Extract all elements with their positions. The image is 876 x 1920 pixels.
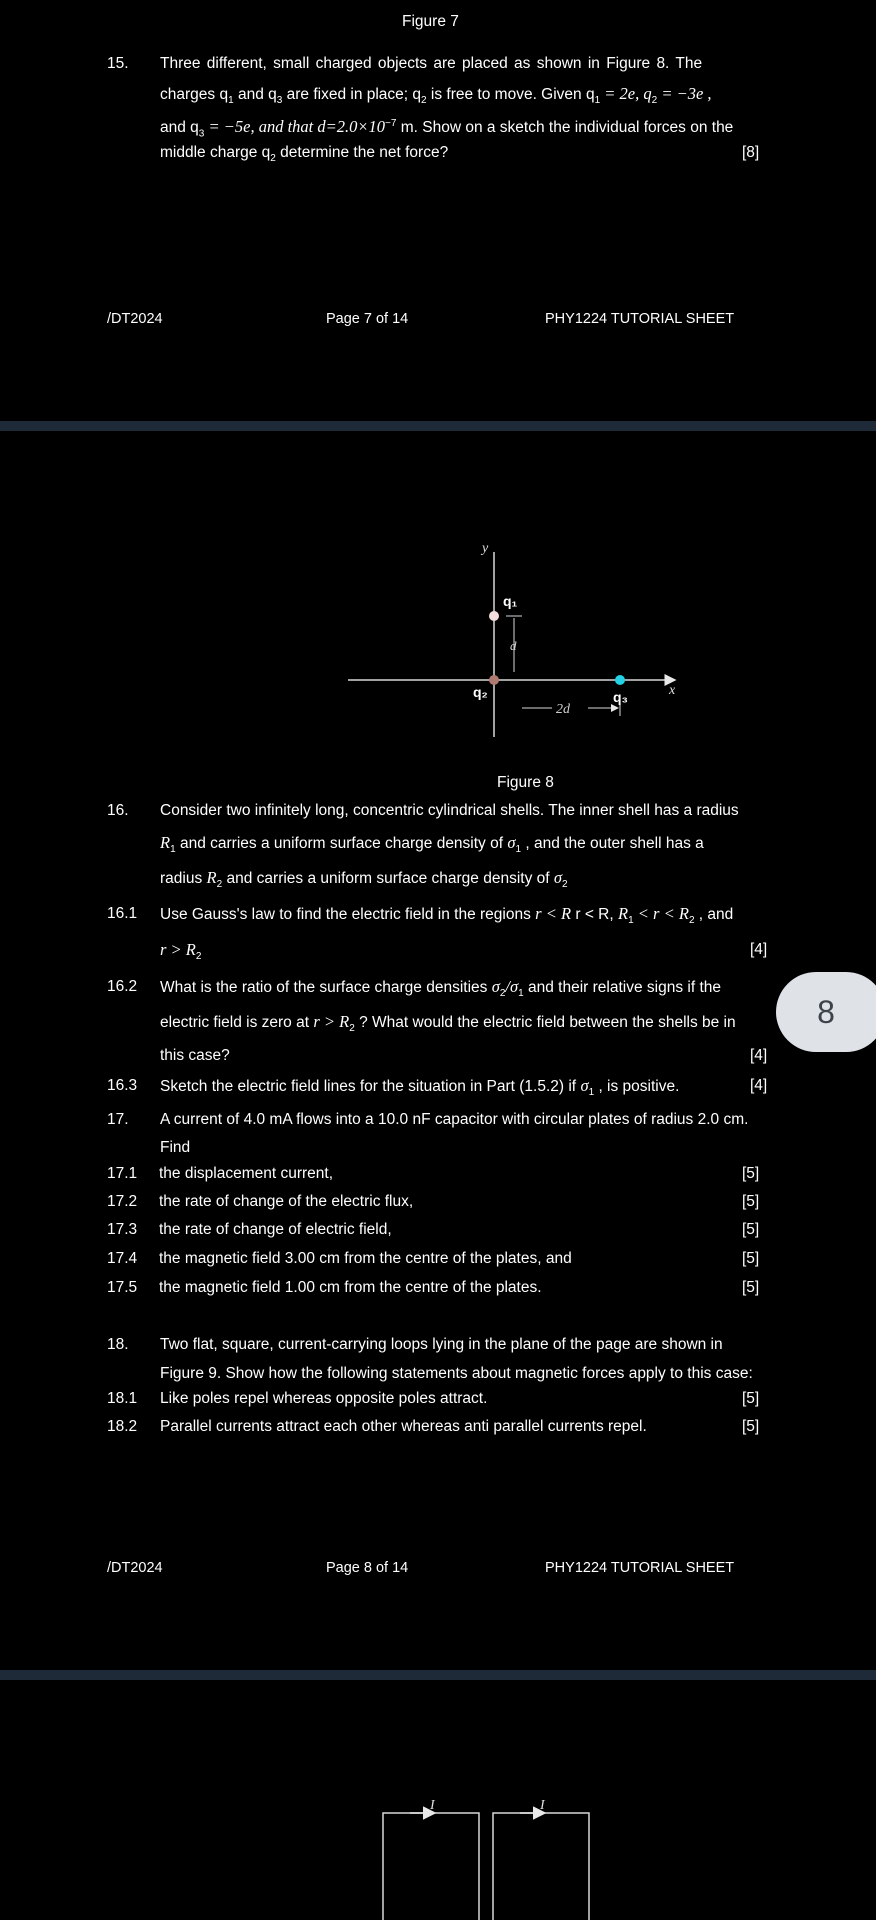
- question-16-1-number: 16.1: [107, 905, 138, 922]
- question-15-marks: [8]: [742, 144, 760, 161]
- part-marks: [5]: [742, 1279, 760, 1296]
- question-15-line-1: Three different, small charged objects are placed as shown in Figure 8. The: [160, 55, 703, 72]
- part-text: the magnetic field 1.00 cm from the centre of the plates.: [159, 1279, 542, 1296]
- page-number-badge[interactable]: 8: [776, 972, 876, 1052]
- figure-8-diagram: [340, 532, 700, 742]
- left-current-label: I: [430, 1798, 435, 1813]
- question-16-1-line-2: $r > R_2$: [160, 940, 202, 963]
- d-label: d: [510, 638, 517, 653]
- footer-7-title: PHY1224 TUTORIAL SHEET: [545, 311, 735, 327]
- question-16-number: 16.: [107, 802, 129, 819]
- part-number: 17.3: [107, 1221, 138, 1238]
- question-15-line-2: charges $q_1$ and $q_3$ are fixed in place; $q_2$ is free to move. Given $q_1 = 2e$, $q_2 = -3e$ ,: [160, 84, 712, 107]
- charge-q3: [615, 675, 625, 685]
- charge-q1: [489, 611, 499, 621]
- part-marks: [5]: [742, 1193, 760, 1210]
- question-16-1-line-1: Use Gauss's law to find the electric field in the regions r < R r < R, $R_1 < r < R_2$ , and: [160, 904, 734, 927]
- question-16-2-marks: [4]: [750, 1047, 768, 1064]
- question-16-line-1: Consider two infinitely long, concentric cylindrical shells. The inner shell has a radius: [160, 802, 739, 819]
- question-16-3-marks: [4]: [750, 1077, 768, 1094]
- part-number: 18.2: [107, 1418, 138, 1435]
- charge-q2: [489, 675, 499, 685]
- q2-label: q₂: [473, 684, 488, 700]
- question-18-line-2: Figure 9. Show how the following statements about magnetic forces apply to this case:: [160, 1365, 753, 1382]
- question-16-2-line-3: this case?: [160, 1047, 230, 1064]
- part-text: the rate of change of electric field,: [159, 1221, 392, 1238]
- question-17-number: 17.: [107, 1111, 129, 1128]
- part-marks: [5]: [742, 1250, 760, 1267]
- left-current-loop: [383, 1813, 479, 1920]
- footer-8-left: /DT2024: [107, 1560, 163, 1576]
- question-15-number: 15.: [107, 55, 129, 72]
- question-16-3-line-1: Sketch the electric field lines for the situation in Part (1.5.2) if $\sigma_1$ , is positive.: [160, 1076, 680, 1099]
- part-text: Like poles repel whereas opposite poles attract.: [160, 1390, 488, 1407]
- question-17-line-1: A current of 4.0 mA flows into a 10.0 nF capacitor with circular plates of radius 2.0 cm.: [160, 1111, 749, 1128]
- part-number: 17.1: [107, 1165, 138, 1182]
- part-marks: [5]: [742, 1221, 760, 1238]
- question-17-line-2: Find: [160, 1139, 191, 1156]
- q3-label: q₃: [613, 689, 629, 705]
- question-15-line-4: middle charge $q_2$ determine the net force?: [160, 144, 449, 165]
- y-axis-label: y: [482, 541, 489, 556]
- part-number: 17.4: [107, 1250, 138, 1267]
- figure-8-caption: Figure 8: [497, 774, 554, 791]
- x-axis-label: x: [669, 683, 676, 698]
- part-text: the magnetic field 3.00 cm from the centre of the plates, and: [159, 1250, 572, 1267]
- figure-7-caption: Figure 7: [402, 13, 459, 30]
- part-number: 18.1: [107, 1390, 138, 1407]
- question-15-line-3: and $q_3 = -5e$, and that $d=2.0\times 10^{-7}$ m. Show on a sketch the individual forces on the: [160, 117, 734, 140]
- part-marks: [5]: [742, 1165, 760, 1182]
- 2d-label: 2d: [556, 702, 570, 717]
- part-number: 17.5: [107, 1279, 138, 1296]
- question-16-1-marks: [4]: [750, 941, 768, 958]
- part-number: 17.2: [107, 1193, 138, 1210]
- question-16-2-number: 16.2: [107, 978, 138, 995]
- question-16-3-number: 16.3: [107, 1077, 138, 1094]
- footer-7-left: /DT2024: [107, 311, 163, 327]
- part-marks: [5]: [742, 1390, 760, 1407]
- page-separator: [0, 1670, 876, 1680]
- question-16-line-3: radius $R_2$ and carries a uniform surface charge density of $\sigma_2$: [160, 868, 568, 891]
- part-marks: [5]: [742, 1418, 760, 1435]
- q1-label: q₁: [503, 593, 518, 609]
- part-text: Parallel currents attract each other whereas anti parallel currents repel.: [160, 1418, 647, 1435]
- footer-7-page: Page 7 of 14: [326, 311, 409, 327]
- right-current-label: I: [540, 1798, 545, 1813]
- footer-8-page: Page 8 of 14: [326, 1560, 409, 1576]
- question-18-line-1: Two flat, square, current-carrying loops lying in the plane of the page are shown in: [160, 1336, 723, 1353]
- question-18-number: 18.: [107, 1336, 129, 1353]
- footer-8-title: PHY1224 TUTORIAL SHEET: [545, 1560, 735, 1576]
- right-current-loop: [493, 1813, 589, 1920]
- question-16-2-line-2: electric field is zero at $r > R_2$ ? What would the electric field between the shells be in: [160, 1012, 736, 1035]
- figure-9-diagram: [370, 1795, 610, 1920]
- page-separator: [0, 421, 876, 431]
- part-text: the rate of change of the electric flux,: [159, 1193, 414, 1210]
- question-16-line-2: $R_1$ and carries a uniform surface charge density of $\sigma_1$ , and the outer shell has a: [160, 833, 704, 856]
- question-16-2-line-1: What is the ratio of the surface charge densities $\sigma_2/\sigma_1$ and their relative signs if the: [160, 977, 722, 1000]
- part-text: the displacement current,: [159, 1165, 334, 1182]
